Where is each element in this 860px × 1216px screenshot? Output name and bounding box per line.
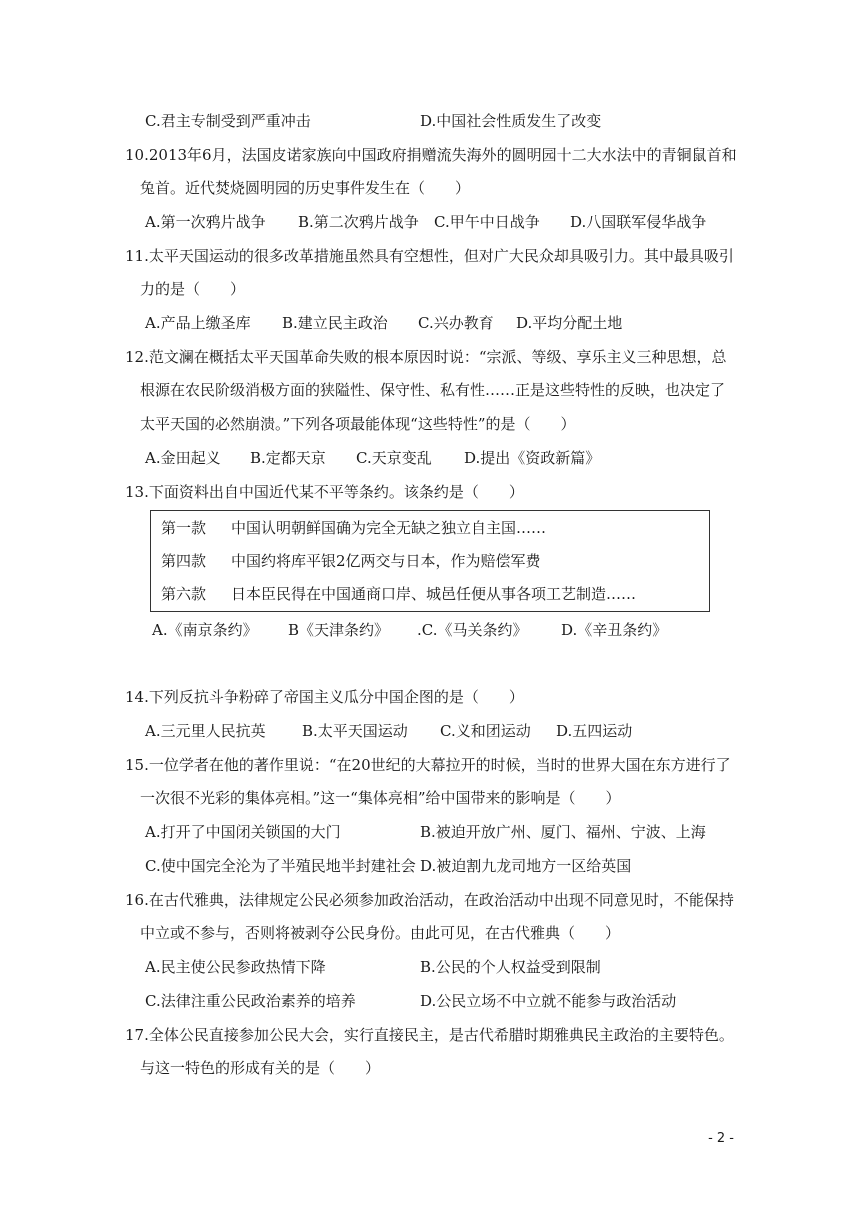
treaty-row-text: 中国认明朝鲜国确为完全无缺之独立自主国……	[231, 519, 547, 537]
q11-option-d: D.平均分配土地	[516, 314, 623, 332]
q14-option-d: D.五四运动	[556, 722, 633, 740]
q15-option-a: A.打开了中国闭关锁国的大门	[145, 823, 341, 841]
q12-option-a: A.金田起义	[145, 449, 221, 467]
treaty-row	[161, 583, 636, 605]
q10-option-d: D.八国联军侵华战争	[570, 213, 707, 231]
q9-option-d: D.中国社会性质发生了改变	[420, 112, 602, 130]
treaty-row-text: 中国约将库平银2亿两交与日本，作为赔偿军费	[231, 552, 541, 570]
q11-stem-line2: 力的是（ ）	[140, 280, 246, 298]
q10-stem-line1: 10.2013年6月，法国皮诺家族向中国政府捐赠流失海外的圆明园十二大水法中的青铜鼠首和	[125, 146, 737, 164]
q12-option-b: B.定都天京	[250, 449, 326, 467]
q9-option-c: C.君主专制受到严重冲击	[145, 112, 311, 130]
page-number: - 2 -	[708, 1131, 734, 1146]
treaty-row-label: 第六款	[161, 585, 207, 603]
q16-stem-line2: 中立或不参与，否则将被剥夺公民身份。由此可见，在古代雅典（ ）	[140, 924, 621, 942]
q14-stem-line1: 14.下列反抗斗争粉碎了帝国主义瓜分中国企图的是（ ）	[125, 688, 524, 706]
q13-option-d: D.《辛丑条约》	[561, 621, 668, 639]
q16-option-c: C.法律注重公民政治素养的培养	[145, 992, 356, 1010]
treaty-row-text: 日本臣民得在中国通商口岸、城邑任便从事各项工艺制造……	[231, 585, 637, 603]
q15-option-d: D.被迫割九龙司地方一区给英国	[420, 857, 632, 875]
q10-stem-line2: 兔首。近代焚烧圆明园的历史事件发生在（ ）	[140, 179, 471, 197]
q12-stem-line1: 12.范文澜在概括太平天国革命失败的根本原因时说：“宗派、等级、享乐主义三种思想，总	[125, 348, 727, 366]
q12-option-d: D.提出《资政新篇》	[464, 449, 601, 467]
q12-stem-line3: 太平天国的必然崩溃。”下列各项最能体现“这些特性”的是（ ）	[140, 415, 576, 433]
q13-stem-line1: 13.下面资料出自中国近代某不平等条约。该条约是（ ）	[125, 483, 524, 501]
q13-option-a: A.《南京条约》	[152, 621, 258, 639]
q15-stem-line2: 一次很不光彩的集体亮相。”这一“集体亮相”给中国带来的影响是（ ）	[140, 789, 621, 807]
q16-stem-line1: 16.在古代雅典，法律规定公民必须参加政治活动，在政治活动中出现不同意见时，不能保持	[125, 891, 734, 909]
q13-option-b: B《天津条约》	[288, 621, 390, 639]
q15-option-c: C.使中国完全沦为了半殖民地半封建社会	[145, 857, 416, 875]
q12-stem-line2: 根源在农民阶级消极方面的狭隘性、保守性、私有性……正是这些特性的反映，也决定了	[140, 381, 726, 399]
q11-option-c: C.兴办教育	[418, 314, 494, 332]
q11-stem-line1: 11.太平天国运动的很多改革措施虽然具有空想性，但对广大民众却具吸引力。其中最具吸引	[125, 247, 734, 265]
treaty-excerpt-table	[150, 510, 710, 612]
q16-option-a: A.民主使公民参政热情下降	[145, 958, 326, 976]
q14-option-c: C.义和团运动	[440, 722, 531, 740]
q16-option-d: D.公民立场不中立就不能参与政治活动	[420, 992, 677, 1010]
q16-option-b: B.公民的个人权益受到限制	[420, 958, 601, 976]
q14-option-a: A.三元里人民抗英	[145, 722, 266, 740]
q15-stem-line1: 15.一位学者在他的著作里说：“在20世纪的大幕拉开的时候，当时的世界大国在东方进行了	[125, 756, 731, 774]
q10-option-a: A.第一次鸦片战争	[145, 213, 266, 231]
q12-option-c: C.天京变乱	[356, 449, 432, 467]
treaty-row-label: 第四款	[161, 552, 207, 570]
q17-stem-line2: 与这一特色的形成有关的是（ ）	[140, 1059, 381, 1077]
treaty-row	[161, 550, 541, 572]
treaty-row	[161, 517, 546, 539]
q13-option-c: .C.《马关条约》	[417, 621, 528, 639]
q15-option-b: B.被迫开放广州、厦门、福州、宁波、上海	[420, 823, 706, 841]
q10-option-c: C.甲午中日战争	[434, 213, 540, 231]
q11-option-a: A.产品上缴圣库	[145, 314, 251, 332]
q11-option-b: B.建立民主政治	[282, 314, 388, 332]
treaty-row-label: 第一款	[161, 519, 207, 537]
q14-option-b: B.太平天国运动	[302, 722, 408, 740]
q10-option-b: B.第二次鸦片战争	[298, 213, 419, 231]
q17-stem-line1: 17.全体公民直接参加公民大会，实行直接民主，是古代希腊时期雅典民主政治的主要特色。	[125, 1026, 734, 1044]
